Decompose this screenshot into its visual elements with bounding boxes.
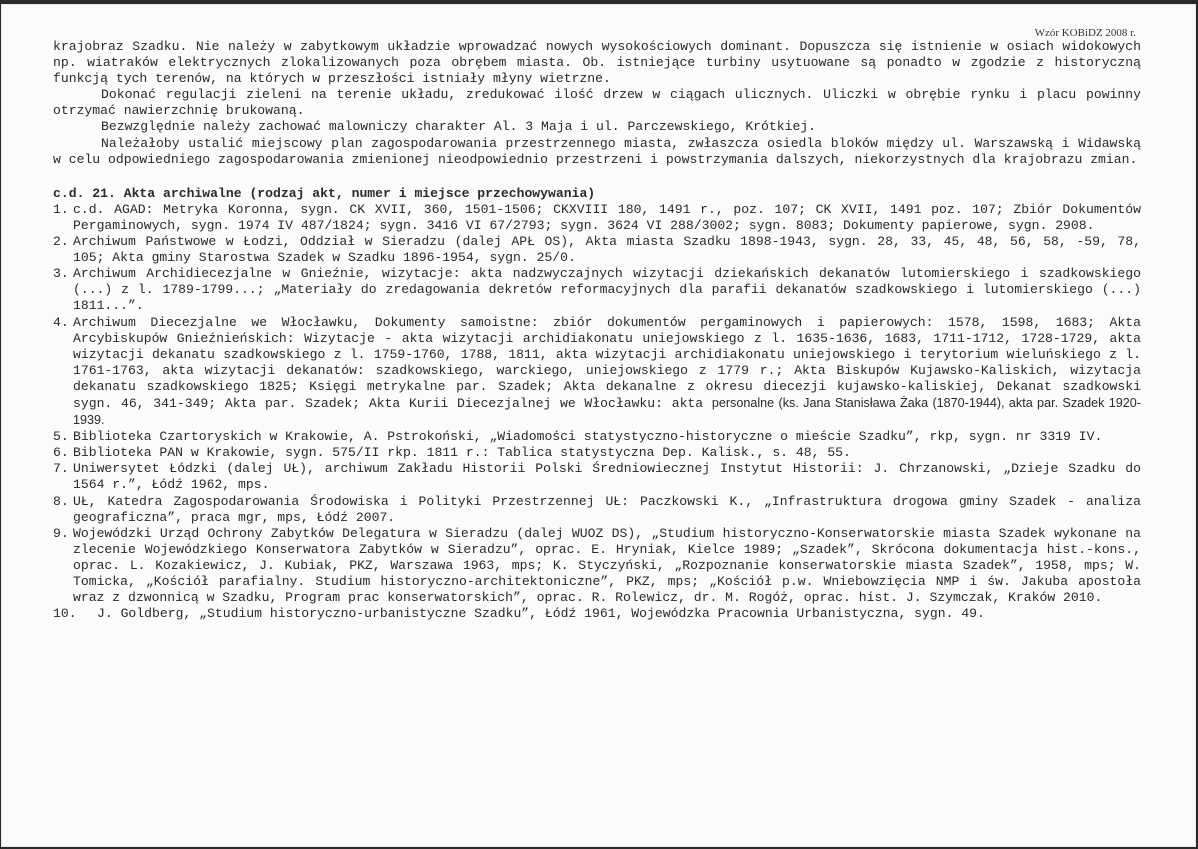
document-page	[1, 4, 1196, 847]
list-item	[53, 234, 1141, 266]
list-item	[53, 494, 1141, 526]
item-text-wrapper	[73, 315, 1141, 430]
item-text: c.d. AGAD: Metryka Koronna, sygn. CK XVII, 360, 1501-1506; CKXVIII 180, 1491 r., poz. 107; CK XVII, 1491 poz. 107; Zbiór Dokumentów Pergaminowych, sygn. 1974 IV 487/1824; sygn. 3416 VI 67/2793; sygn. 3624 VI 288/3002; sygn. 8083; Dokumenty papierowe, sygn. 2908.	[73, 201, 1141, 233]
list-item	[53, 461, 1141, 493]
paragraph: Bezwzględnie należy zachować malowniczy charakter Al. 3 Maja i ul. Parczewskiego, Krótkiej.	[101, 119, 817, 135]
list-item	[53, 429, 1141, 445]
item-number: 7.	[53, 461, 69, 477]
list-item	[53, 445, 1141, 461]
list-item	[53, 202, 1141, 234]
item-number: 10.	[53, 606, 77, 622]
list-item	[53, 315, 1141, 430]
item-text: Uniwersytet Łódzki (dalej UŁ), archiwum Zakładu Historii Polski Średniowiecznej Instytut Historii: J. Chrzanowski, „Dzieje Szadku do 1564 r.”, Łódź 1962, mps.	[73, 461, 1141, 493]
paragraph: Dokonać regulacji zieleni na terenie układu, zredukować ilość drzew w ciągach ulicznych. Uliczki w obrębie rynku i placu powinny otrzymać nawierzchnię brukowaną.	[53, 87, 1141, 119]
paragraph: krajobraz Szadku. Nie należy w zabytkowym układzie wprowadzać nowych wysokościowych dominant. Dopuszcza się istnienie w osiach widokowych np. wiatraków elektrycznych zlokalizowanych poza obrębem miasta. Ob. istniejące turbiny usytuowane są ponadto w zgodzie z historyczną funkcją tych terenów, na których w przeszłości istniały młyny wietrzne.	[53, 39, 1141, 87]
list-item	[53, 526, 1141, 606]
section-heading: c.d. 21. Akta archiwalne (rodzaj akt, numer i miejsce przechowywania)	[53, 185, 596, 201]
item-text: Wojewódzki Urząd Ochrony Zabytków Delegatura w Sieradzu (dalej WUOZ DS), „Studium historyczno-Konserwatorskie miasta Szadek wykonane na zlecenie Wojewódzkiego Konserwatora Zabytków w Sieradzu”, oprac. E. Hryniak, Kielce 1989; „Szadek”, Skrócona dokumentacja hist.-kons., oprac. L. Kozakiewicz, J. Kubiak, PKZ, Warszawa 1963, mps; K. Styczyński, „Rozpoznanie konserwatorskie miasta Szadek”, 1958, mps; W. Tomicka, „Kościół parafialny. Studium historyczno-architektoniczne”, PKZ, mps; „Kościół p.w. Wniebowzięcia NMP i św. Jakuba apostoła wraz z dzwonnicą w Szadku, Program prac konserwatorskich”, oprac. R. Rolewicz, dr. M. Rogóż, oprac. hist. J. Szymczak, Kraków 2010.	[73, 525, 1141, 606]
item-number: 4.	[53, 314, 69, 330]
item-number: 2.	[53, 234, 69, 250]
item-text: J. Goldberg, „Studium historyczno-urbanistyczne Szadku”, Łódź 1961, Wojewódzka Pracownia Urbanistyczna, sygn. 49.	[97, 606, 985, 622]
item-text-tail: personalne (ks. Jana Stanisława Żaka (1870-1944), akta par. Szadek 1920-1939.	[73, 395, 1141, 428]
page-content	[53, 39, 1141, 622]
item-text: Archiwum Diecezjalne we Włocławku, Dokumenty samoistne: zbiór dokumentów pergaminowych i papierowych: 1578, 1598, 1683; Akta Arcybiskupów Gnieźnieńskich: Wizytacje - akta wizytacji archidiakonatu uniejowskiego z l. 1635-1636, 1683, 1711-1712, 1728-1729, akta wizytacji dekanatu szadkowskiego z l. 1759-1760, 1788, 1811, akta wizytacji archidiakonatu uniejowskiego i terytorium wieluńskiego z l. 1761-1763, akta wizytacji dekanatów: szadkowskiego, warckiego, uniejowskiego z 1779 r.; Akta Biskupów Kujawsko-Kaliskich, wizytacja dekanatu szadkowskiego 1825; Księgi metrykalne par. Szadek; Akta dekanalne z okresu diecezji kujawsko-kaliskiej, Dekanat szadkowski sygn. 46, 341-349; Akta par. Szadek; Akta Kurii Diecezjalnej we Włocławku: akta	[73, 314, 1141, 411]
item-text: Biblioteka Czartoryskich w Krakowie, A. Pstrokoński, „Wiadomości statystyczno-historyczne o mieście Szadku”, rkp, sygn. nr 3319 IV.	[73, 429, 1103, 445]
item-number: 6.	[53, 445, 69, 461]
item-text: Archiwum Archidiecezjalne w Gnieźnie, wizytacje: akta nadzwyczajnych wizytacji dziekańskich dekanatów lutomierskiego i szadkowskiego (...) z l. 1789-1799...; „Materiały do zredagowania dekretów reformacyjnych dla parafii dekanatów szadkowskiego i lutomierskiego (...) 1811...”.	[73, 266, 1141, 314]
item-number: 8.	[53, 493, 69, 509]
archive-list	[53, 202, 1141, 622]
list-item	[53, 266, 1141, 314]
item-number: 3.	[53, 266, 69, 282]
template-mark: Wzór KOBiDZ 2008 r.	[1034, 27, 1136, 39]
item-text: Archiwum Państwowe w Łodzi, Oddział w Sieradzu (dalej APŁ OS), Akta miasta Szadku 1898-1943, sygn. 28, 33, 45, 48, 56, 58, -59, 78, 105; Akta gminy Starostwa Szadek w Szadku 1896-1954, sygn. 25/0.	[73, 234, 1141, 266]
item-text: Biblioteka PAN w Krakowie, sygn. 575/II rkp. 1811 r.: Tablica statystyczna Dep. Kalisk., s. 48, 55.	[73, 445, 851, 461]
item-number: 1.	[53, 201, 69, 217]
item-number: 5.	[53, 429, 69, 445]
list-item	[53, 606, 1141, 622]
item-text: UŁ, Katedra Zagospodarowania Środowiska i Polityki Przestrzennej UŁ: Paczkowski K., „Infrastruktura drogowa gminy Szadek - analiza geograficzna”, praca mgr, mps, Łódź 2007.	[73, 493, 1141, 525]
item-number: 9.	[53, 525, 69, 541]
paragraph: Należałoby ustalić miejscowy plan zagospodarowania przestrzennego miasta, zwłaszcza osiedla bloków między ul. Warszawską i Widawską w celu odpowiedniego zagospodarowania zmienionej nieodpowiednio przestrzeni i powstrzymania dalszych, niekorzystnych dla krajobrazu zmian.	[53, 135, 1141, 167]
